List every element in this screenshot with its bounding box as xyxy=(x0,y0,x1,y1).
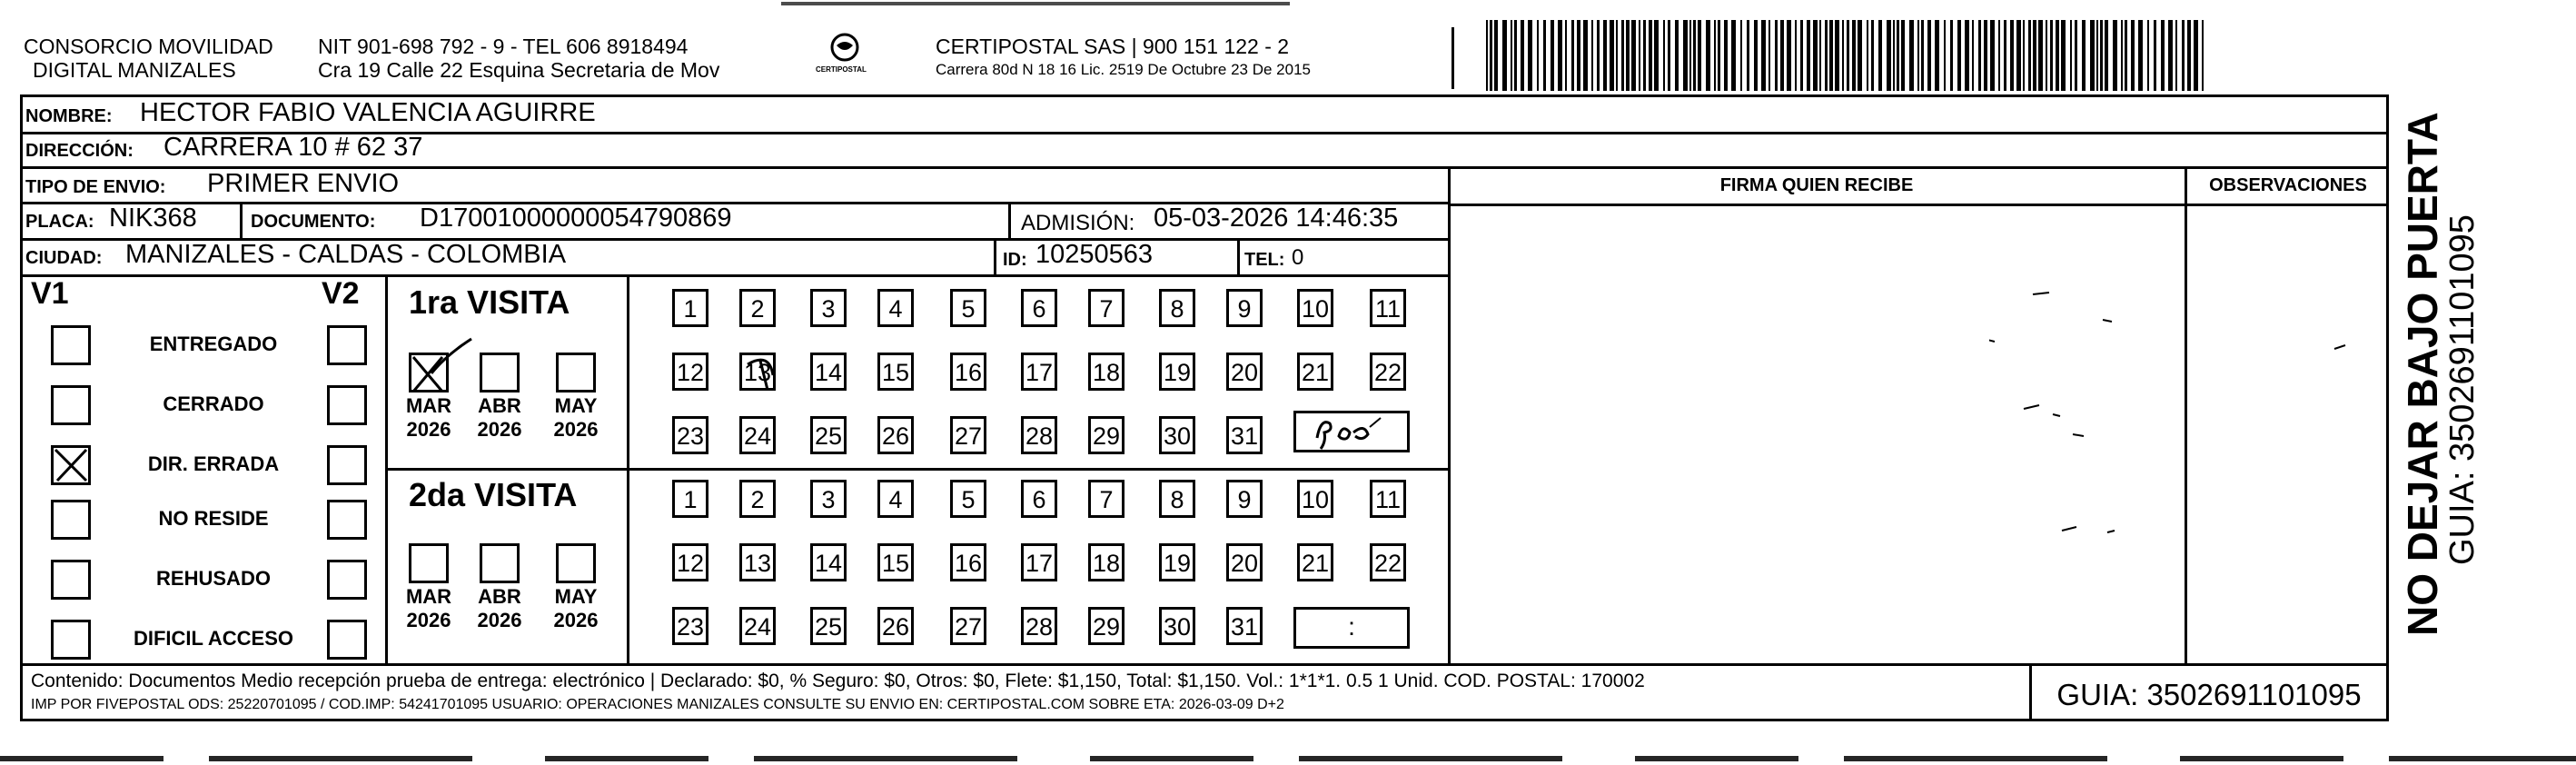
divider xyxy=(1448,204,2389,206)
divider xyxy=(240,202,243,238)
day-box-22[interactable]: 22 xyxy=(1370,353,1406,391)
divider xyxy=(1237,238,1240,274)
day-box-17[interactable]: 17 xyxy=(1021,543,1057,581)
day-box-15[interactable]: 15 xyxy=(877,353,914,391)
barcode-bar xyxy=(2075,20,2077,91)
second-visit-time-field[interactable]: : xyxy=(1293,607,1410,649)
courier-line2: Carrera 80d N 18 16 Lic. 2519 De Octubre 23 De 2015 xyxy=(936,61,1311,78)
barcode-bar xyxy=(1935,20,1939,91)
document-value: D17001000000054790869 xyxy=(420,204,732,233)
barcode-bar xyxy=(1984,20,1987,91)
barcode-bar xyxy=(2100,20,2103,91)
month-checkbox-may[interactable] xyxy=(556,353,596,392)
day-box-27[interactable]: 27 xyxy=(950,607,986,645)
v2-checkbox[interactable] xyxy=(327,500,367,540)
barcode-bar xyxy=(2028,20,2031,91)
signature-marks xyxy=(1989,282,2371,554)
barcode-bar xyxy=(1887,20,1891,91)
barcode-bar xyxy=(1689,20,1691,91)
id-value: 10250563 xyxy=(1035,240,1154,269)
barcode-bar xyxy=(1731,20,1736,91)
v2-checkbox[interactable] xyxy=(327,325,367,365)
barcode-bar xyxy=(1668,20,1670,91)
v2-checkbox[interactable] xyxy=(327,445,367,485)
barcode-bar xyxy=(1787,20,1791,91)
day-box-31[interactable]: 31 xyxy=(1226,416,1263,454)
v1-label: V1 xyxy=(31,276,69,311)
sender-address: Cra 19 Calle 22 Esquina Secretaria de Mov xyxy=(318,58,720,82)
barcode-bar xyxy=(1909,20,1914,91)
day-box-9[interactable]: 9 xyxy=(1226,480,1263,518)
day-box-5[interactable]: 5 xyxy=(950,480,986,518)
barcode-bar xyxy=(1957,20,1961,91)
barcode-bar xyxy=(1842,20,1844,91)
name-value: HECTOR FABIO VALENCIA AGUIRRE xyxy=(140,98,596,127)
barcode-bar xyxy=(2125,20,2127,91)
day-box-10[interactable]: 10 xyxy=(1297,289,1333,327)
barcode-bar xyxy=(1807,20,1810,91)
v1-checkbox[interactable] xyxy=(51,620,91,660)
first-visit-time-field[interactable] xyxy=(1293,411,1410,452)
day-box-1[interactable]: 1 xyxy=(672,480,708,518)
barcode-bar xyxy=(1867,20,1868,91)
barcode-bar xyxy=(2121,20,2123,91)
barcode-bar xyxy=(1795,20,1797,91)
first-visit-label: 1ra VISITA xyxy=(409,283,570,321)
day-box-30[interactable]: 30 xyxy=(1159,607,1195,645)
barcode-bar xyxy=(1819,20,1821,91)
month-year-label: 2026 xyxy=(406,418,451,441)
day-box-29[interactable]: 29 xyxy=(1088,416,1125,454)
v1-checkbox[interactable] xyxy=(51,385,91,425)
day-box-3[interactable]: 3 xyxy=(810,480,847,518)
day-box-20[interactable]: 20 xyxy=(1226,543,1263,581)
barcode-bar xyxy=(1528,20,1532,91)
barcode-bar xyxy=(2070,20,2072,91)
name-label: NOMBRE: xyxy=(25,106,113,126)
barcode-bar xyxy=(1654,20,1659,91)
day-box-8[interactable]: 8 xyxy=(1159,289,1195,327)
footer-content-line: Contenido: Documentos Medio recepción prueba de entrega: electrónico | Declarado: $0, % Seguro: $0, Otros: $0, Flete: $1,150, Total: $1,150. Vol.: 1*1*1. 0.5 1 Unid. COD. POSTAL: 170002 xyxy=(31,671,1645,691)
day-box-22[interactable]: 22 xyxy=(1370,543,1406,581)
v2-checkbox[interactable] xyxy=(327,560,367,600)
day-box-31[interactable]: 31 xyxy=(1226,607,1263,645)
barcode-bar xyxy=(1769,20,1770,91)
day-box-5[interactable]: 5 xyxy=(950,289,986,327)
barcode-bar xyxy=(1683,20,1688,91)
day-box-24[interactable]: 24 xyxy=(739,416,776,454)
day-box-26[interactable]: 26 xyxy=(877,607,914,645)
v2-checkbox[interactable] xyxy=(327,620,367,660)
barcode-bar xyxy=(1631,20,1636,91)
barcode-bar xyxy=(1965,20,1969,91)
divider xyxy=(994,238,996,274)
barcode-bar xyxy=(1643,20,1646,91)
day-box-16[interactable]: 16 xyxy=(950,543,986,581)
day-box-28[interactable]: 28 xyxy=(1021,607,1057,645)
barcode-bar xyxy=(1706,20,1710,91)
barcode-bar xyxy=(1583,20,1588,91)
month-label: ABR xyxy=(478,394,521,417)
barcode-bar xyxy=(1847,20,1849,91)
day-box-23[interactable]: 23 xyxy=(672,416,708,454)
day-box-12[interactable]: 12 xyxy=(672,353,708,391)
barcode-bar xyxy=(1543,20,1546,91)
address-label: DIRECCIÓN: xyxy=(25,141,134,161)
day-box-28[interactable]: 28 xyxy=(1021,416,1057,454)
document-label: DOCUMENTO: xyxy=(251,212,376,232)
barcode-bar xyxy=(1754,20,1758,91)
barcode-bar xyxy=(2105,20,2108,91)
admission-label: ADMISIÓN: xyxy=(1021,211,1135,235)
day-box-1[interactable]: 1 xyxy=(672,289,708,327)
second-visit-label: 2da VISITA xyxy=(409,476,578,513)
day-box-30[interactable]: 30 xyxy=(1159,416,1195,454)
day-box-15[interactable]: 15 xyxy=(877,543,914,581)
side-guia: GUIA: 3502691101095 xyxy=(2443,214,2482,565)
barcode-bar xyxy=(2113,20,2117,91)
barcode-bar xyxy=(1616,20,1618,91)
barcode-bar xyxy=(1591,20,1593,91)
day-box-2[interactable]: 2 xyxy=(739,289,776,327)
divider xyxy=(385,468,1450,471)
barcode-bar xyxy=(2161,20,2165,91)
observations-label: OBSERVACIONES xyxy=(2209,175,2367,195)
barcode-bar xyxy=(1901,20,1905,91)
divider xyxy=(20,274,1450,277)
barcode-bar xyxy=(1858,20,1862,91)
month-checkbox-mar[interactable] xyxy=(409,543,449,583)
scan-edge xyxy=(0,756,2576,761)
ship-type-value: PRIMER ENVIO xyxy=(207,169,400,198)
barcode-bar xyxy=(1978,20,1981,91)
day-box-19[interactable]: 19 xyxy=(1159,353,1195,391)
barcode-bar xyxy=(1878,20,1882,91)
tel-label: TEL: xyxy=(1244,250,1285,270)
barcode-bar xyxy=(1698,20,1701,91)
barcode-bar xyxy=(1944,20,1946,91)
signature-label: FIRMA QUIEN RECIBE xyxy=(1719,175,1914,195)
barcode-bar xyxy=(2038,20,2043,91)
status-reason-label: NO RESIDE xyxy=(158,507,269,530)
barcode-bar xyxy=(1486,20,1488,91)
barcode-bar xyxy=(1603,20,1607,91)
barcode-bar xyxy=(2194,20,2198,91)
barcode-bar xyxy=(2033,20,2036,91)
v1-checkbox[interactable] xyxy=(51,500,91,540)
barcode-bar xyxy=(2131,20,2135,91)
barcode-bar xyxy=(1927,20,1931,91)
barcode-bar xyxy=(1998,20,2000,91)
day-box-18[interactable]: 18 xyxy=(1088,543,1125,581)
barcode-bar xyxy=(1621,20,1624,91)
barcode-bar xyxy=(1675,20,1679,91)
day-box-21[interactable]: 21 xyxy=(1297,543,1333,581)
tel-value: 0 xyxy=(1292,245,1304,270)
day-box-25[interactable]: 25 xyxy=(810,416,847,454)
barcode-bar xyxy=(1718,20,1720,91)
month-checkbox-may[interactable] xyxy=(556,543,596,583)
plate-label: PLACA: xyxy=(25,212,94,232)
divider xyxy=(1008,202,1011,238)
day-box-11[interactable]: 11 xyxy=(1370,480,1406,518)
barcode-bar xyxy=(1494,20,1498,91)
month-year-label: 2026 xyxy=(477,418,522,441)
barcode-bar xyxy=(1577,20,1580,91)
barcode-bar xyxy=(1917,20,1919,91)
nit-line: NIT 901-698 792 - 9 - TEL 606 8918494 xyxy=(318,35,689,58)
plate-value: NIK368 xyxy=(109,204,197,233)
admission-value: 05-03-2026 14:46:35 xyxy=(1154,204,1399,233)
month-label: ABR xyxy=(478,585,521,608)
status-reason-label: CERRADO xyxy=(163,392,264,415)
barcode-bar xyxy=(1511,20,1512,91)
barcode-bar xyxy=(1990,20,1995,91)
day-box-3[interactable]: 3 xyxy=(810,289,847,327)
barcode xyxy=(1486,20,2213,91)
barcode-bar xyxy=(2046,20,2047,91)
barcode-bar xyxy=(1610,20,1614,91)
v1-checkbox[interactable] xyxy=(51,445,91,485)
barcode-bar xyxy=(1649,20,1652,91)
barcode-bar xyxy=(1551,20,1554,91)
side-warning: NO DEJAR BAJO PUERTA xyxy=(2399,112,2446,636)
x-mark-icon xyxy=(54,448,88,482)
barcode-bar xyxy=(2175,20,2177,91)
barcode-bar xyxy=(1740,20,1742,91)
barcode-bar xyxy=(2010,20,2014,91)
day-box-19[interactable]: 19 xyxy=(1159,543,1195,581)
barcode-bar xyxy=(1825,20,1828,91)
x-mark-icon xyxy=(408,337,471,401)
barcode-bar xyxy=(1921,20,1924,91)
barcode-bar xyxy=(1521,20,1524,91)
barcode-bar xyxy=(1597,20,1600,91)
month-year-label: 2026 xyxy=(406,609,451,631)
ship-type-label: TIPO DE ENVIO: xyxy=(25,177,166,197)
barcode-bar xyxy=(1852,20,1856,91)
day-box-13[interactable]: 13 xyxy=(739,353,776,391)
month-label: MAY xyxy=(554,394,598,417)
scan-edge-top xyxy=(781,2,1290,5)
barcode-bar xyxy=(1775,20,1778,91)
day-box-8[interactable]: 8 xyxy=(1159,480,1195,518)
barcode-bar xyxy=(1571,20,1574,91)
address-value: CARRERA 10 # 62 37 xyxy=(163,133,423,162)
barcode-bar xyxy=(2154,20,2156,91)
barcode-bar xyxy=(2168,20,2173,91)
day-box-17[interactable]: 17 xyxy=(1021,353,1057,391)
month-year-label: 2026 xyxy=(553,418,599,441)
barcode-bar xyxy=(1829,20,1833,91)
divider xyxy=(20,663,2389,666)
city-label: CIUDAD: xyxy=(25,248,103,268)
x-mark-icon xyxy=(742,355,778,401)
day-box-7[interactable]: 7 xyxy=(1088,289,1125,327)
day-box-2[interactable]: 2 xyxy=(739,480,776,518)
v2-label: V2 xyxy=(322,276,360,311)
header-divider xyxy=(1451,27,1454,89)
month-year-label: 2026 xyxy=(477,609,522,631)
logo-text: CERTIPOSTAL xyxy=(816,65,867,74)
day-box-25[interactable]: 25 xyxy=(810,607,847,645)
barcode-bar xyxy=(1724,20,1728,91)
status-reason-label: DIFICIL ACCESO xyxy=(133,627,293,650)
barcode-bar xyxy=(1626,20,1630,91)
barcode-bar xyxy=(2138,20,2143,91)
barcode-bar xyxy=(1950,20,1953,91)
day-box-16[interactable]: 16 xyxy=(950,353,986,391)
barcode-bar xyxy=(2147,20,2149,91)
day-box-9[interactable]: 9 xyxy=(1226,289,1263,327)
day-box-24[interactable]: 24 xyxy=(739,607,776,645)
barcode-bar xyxy=(1747,20,1749,91)
barcode-bar xyxy=(1502,20,1507,91)
day-box-20[interactable]: 20 xyxy=(1226,353,1263,391)
barcode-bar xyxy=(1893,20,1895,91)
month-label: MAR xyxy=(405,394,452,417)
day-box-27[interactable]: 27 xyxy=(950,416,986,454)
day-box-14[interactable]: 14 xyxy=(810,543,847,581)
day-box-11[interactable]: 11 xyxy=(1370,289,1406,327)
day-box-18[interactable]: 18 xyxy=(1088,353,1125,391)
day-box-13[interactable]: 13 xyxy=(739,543,776,581)
barcode-bar xyxy=(1514,20,1517,91)
barcode-bar xyxy=(1835,20,1839,91)
status-reason-label: REHUSADO xyxy=(156,567,271,590)
barcode-bar xyxy=(2182,20,2185,91)
company-name-line2: DIGITAL MANIZALES xyxy=(33,58,236,82)
barcode-bar xyxy=(1693,20,1696,91)
barcode-bar xyxy=(2061,20,2066,91)
day-box-29[interactable]: 29 xyxy=(1088,607,1125,645)
barcode-bar xyxy=(2082,20,2086,91)
barcode-bar xyxy=(1558,20,1562,91)
barcode-bar xyxy=(1714,20,1716,91)
month-label: MAY xyxy=(554,585,598,608)
barcode-bar xyxy=(1761,20,1766,91)
company-name-line1: CONSORCIO MOVILIDAD xyxy=(24,35,273,58)
footer-print-line: IMP POR FIVEPOSTAL ODS: 25220701095 / COD.IMP: 54241701095 USUARIO: OPERACIONES MANIZALES CONSULTE SU ENVIO EN: CERTIPOSTAL.COM SOBRE ETA: 2026-03-09 D+2 xyxy=(31,697,1284,712)
courier-line1: CERTIPOSTAL SAS | 900 151 122 - 2 xyxy=(936,35,1290,58)
day-box-4[interactable]: 4 xyxy=(877,289,914,327)
day-box-6[interactable]: 6 xyxy=(1021,289,1057,327)
barcode-bar xyxy=(1565,20,1567,91)
barcode-bar xyxy=(1780,20,1784,91)
day-box-14[interactable]: 14 xyxy=(810,353,847,391)
handwritten-time-icon xyxy=(1293,411,1410,452)
month-checkbox-mar[interactable] xyxy=(409,353,449,392)
barcode-bar xyxy=(1800,20,1803,91)
day-box-23[interactable]: 23 xyxy=(672,607,708,645)
month-checkbox-abr[interactable] xyxy=(480,353,520,392)
divider xyxy=(627,274,629,664)
day-box-10[interactable]: 10 xyxy=(1297,480,1333,518)
barcode-bar xyxy=(1490,20,1492,91)
barcode-bar xyxy=(2050,20,2053,91)
day-box-4[interactable]: 4 xyxy=(877,480,914,518)
v1-checkbox[interactable] xyxy=(51,325,91,365)
barcode-bar xyxy=(2096,20,2098,91)
barcode-bar xyxy=(1972,20,1974,91)
barcode-bar xyxy=(1871,20,1874,91)
day-box-6[interactable]: 6 xyxy=(1021,480,1057,518)
barcode-bar xyxy=(2056,20,2059,91)
status-reason-label: DIR. ERRADA xyxy=(147,452,280,475)
barcode-bar xyxy=(1537,20,1539,91)
day-box-7[interactable]: 7 xyxy=(1088,480,1125,518)
barcode-bar xyxy=(2023,20,2025,91)
v2-checkbox[interactable] xyxy=(327,385,367,425)
status-reason-label: ENTREGADO xyxy=(149,333,278,355)
barcode-bar xyxy=(1813,20,1818,91)
barcode-bar xyxy=(2187,20,2191,91)
footer-guia: GUIA: 3502691101095 xyxy=(2056,678,2362,711)
day-box-26[interactable]: 26 xyxy=(877,416,914,454)
divider xyxy=(1448,166,1451,664)
barcode-bar xyxy=(1663,20,1665,91)
barcode-bar xyxy=(1639,20,1640,91)
month-label: MAR xyxy=(405,585,452,608)
barcode-bar xyxy=(2202,20,2204,91)
month-checkbox-abr[interactable] xyxy=(480,543,520,583)
barcode-bar xyxy=(2016,20,2021,91)
city-value: MANIZALES - CALDAS - COLOMBIA xyxy=(125,240,567,269)
v1-checkbox[interactable] xyxy=(51,560,91,600)
day-box-21[interactable]: 21 xyxy=(1297,353,1333,391)
barcode-bar xyxy=(2004,20,2006,91)
barcode-bar xyxy=(2090,20,2095,91)
day-box-12[interactable]: 12 xyxy=(672,543,708,581)
id-label: ID: xyxy=(1003,250,1027,270)
barcode-bar xyxy=(1897,20,1899,91)
month-year-label: 2026 xyxy=(553,609,599,631)
